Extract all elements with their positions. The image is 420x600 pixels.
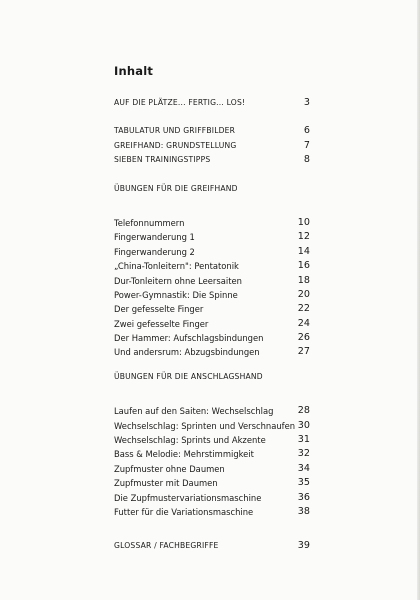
toc-entry[interactable] <box>114 505 310 519</box>
toc-entry[interactable] <box>114 245 310 259</box>
toc-entry-label: Futter für die Variationsmaschine <box>114 506 254 517</box>
toc-entry-label: „China-Tonleitern": Pentatonik <box>114 261 239 272</box>
toc-entry[interactable] <box>114 124 310 138</box>
toc-entry-page: 31 <box>297 434 310 446</box>
toc-entry-label: Wechselschlag: Sprints und Akzente <box>114 435 266 446</box>
toc-entry[interactable] <box>114 274 310 288</box>
toc-entry-page: 6 <box>303 125 310 137</box>
toc-entry-page: 36 <box>297 491 310 503</box>
toc-entry-page: 10 <box>297 216 310 228</box>
toc-section-heading <box>114 182 310 196</box>
section-heading-label: ÜBUNGEN FÜR DIE GREIFHAND <box>114 183 238 193</box>
toc-entry-label: Fingerwanderung 2 <box>114 246 195 257</box>
toc-entry-page: 24 <box>297 317 310 329</box>
toc-entry-label: Fingerwanderung 1 <box>114 232 195 243</box>
toc-entry-page: 16 <box>297 260 310 272</box>
toc-entry-page: 27 <box>297 346 310 358</box>
toc-entry-page: 30 <box>297 419 310 431</box>
toc-entry[interactable] <box>114 491 310 505</box>
toc-entry-page: 8 <box>303 154 310 166</box>
toc-entry[interactable] <box>114 433 310 447</box>
toc-entry-page: 28 <box>297 405 310 417</box>
toc-entry[interactable] <box>114 230 310 244</box>
toc-entry-page: 3 <box>303 97 310 108</box>
toc-entry[interactable] <box>114 345 310 359</box>
toc-entry-label: Telefonnummern <box>114 217 185 228</box>
toc-entry-page: 22 <box>297 303 310 315</box>
toc-entry-label: Die Zupfmustervariationsmaschine <box>114 492 262 503</box>
toc-entry[interactable] <box>114 139 310 153</box>
toc-entry[interactable] <box>114 302 310 316</box>
toc-entry[interactable] <box>114 288 310 302</box>
toc-entry-label: Power-Gymnastik: Die Spinne <box>114 289 238 300</box>
toc-entry-page: 7 <box>303 139 310 151</box>
toc-entry-label: TABULATUR UND GRIFFBILDER <box>114 126 236 136</box>
toc-entry[interactable] <box>114 462 310 476</box>
toc-entry-label: Zupfmuster ohne Daumen <box>114 463 225 474</box>
toc-entry[interactable] <box>114 404 310 418</box>
toc-entry-page: 18 <box>297 274 310 286</box>
toc-entry-label: Dur-Tonleitern ohne Leersaiten <box>114 275 242 286</box>
toc-entry[interactable] <box>114 317 310 331</box>
table-of-contents <box>114 64 310 554</box>
toc-entry-label: Laufen auf den Saiten: Wechselschlag <box>114 406 274 417</box>
toc-entry-label: Der Hammer: Aufschlagsbindungen <box>114 333 264 344</box>
toc-entry-page: 14 <box>297 245 310 257</box>
toc-entry-page: 34 <box>297 462 310 474</box>
toc-entry-label: SIEBEN TRAININGSTIPPS <box>114 155 211 165</box>
toc-entry-label: GREIFHAND: GRUNDSTELLUNG <box>114 140 237 150</box>
toc-entry-label: Und andersrum: Abzugsbindungen <box>114 347 260 358</box>
toc-entry-label: AUF DIE PLÄTZE... FERTIG... LOS! <box>114 98 246 107</box>
toc-entry-label: Der gefesselte Finger <box>114 304 204 315</box>
toc-entry[interactable] <box>114 331 310 345</box>
toc-entry-label: Wechselschlag: Sprinten und Verschnaufen <box>114 420 296 431</box>
toc-entry-page: 26 <box>297 332 310 344</box>
toc-entry[interactable] <box>114 96 310 110</box>
toc-entry[interactable] <box>114 216 310 230</box>
toc-entry[interactable] <box>114 539 310 553</box>
toc-entry[interactable] <box>114 419 310 433</box>
toc-entry-page: 39 <box>297 540 310 552</box>
toc-entry-page: 12 <box>297 231 310 243</box>
toc-title: Inhalt <box>114 64 154 78</box>
toc-entry-label: Zupfmuster mit Daumen <box>114 478 218 489</box>
toc-section-heading <box>114 370 310 384</box>
toc-entry-page: 32 <box>297 448 310 460</box>
toc-entry[interactable] <box>114 259 310 273</box>
toc-entry[interactable] <box>114 447 310 461</box>
toc-entry-label: Bass & Melodie: Mehrstimmigkeit <box>114 449 254 460</box>
toc-entry-page: 20 <box>297 288 310 300</box>
toc-entry[interactable] <box>114 476 310 490</box>
toc-entry-label: GLOSSAR / FACHBEGRIFFE <box>114 541 219 551</box>
section-heading-label: ÜBUNGEN FÜR DIE ANSCHLAGSHAND <box>114 371 263 381</box>
toc-entry-label: Zwei gefesselte Finger <box>114 318 209 329</box>
toc-entry-page: 38 <box>297 505 310 517</box>
toc-entry-page: 35 <box>297 477 310 489</box>
toc-entry[interactable] <box>114 153 310 167</box>
